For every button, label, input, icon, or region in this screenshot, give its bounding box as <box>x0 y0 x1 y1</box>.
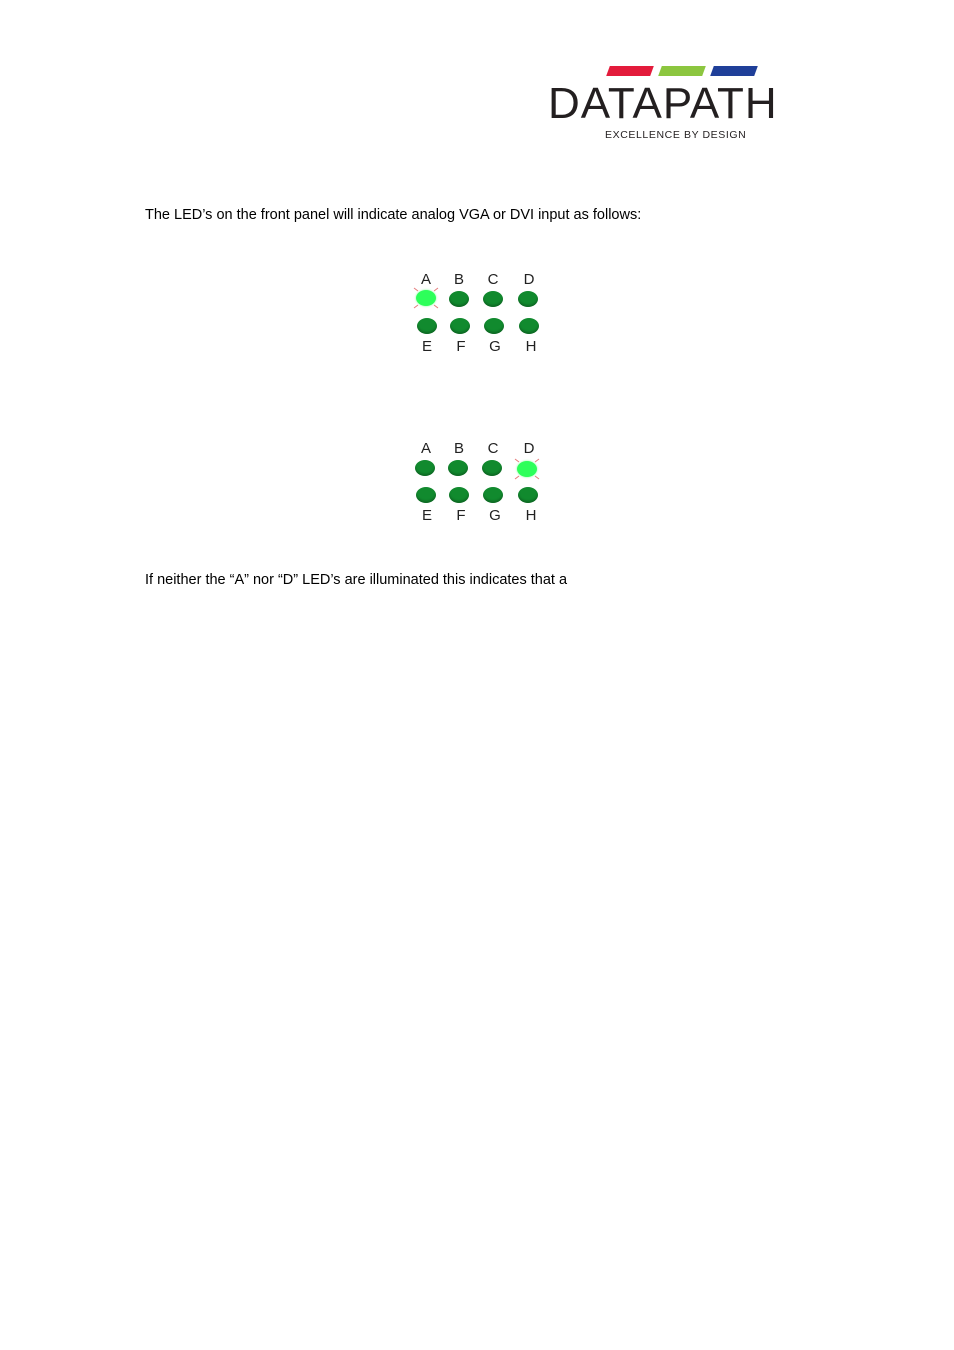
led-d-lit <box>517 461 537 477</box>
led-label-bottom: G <box>489 507 501 524</box>
led-g <box>483 487 503 503</box>
led-c <box>483 291 503 307</box>
led-label-top: A <box>420 440 431 457</box>
led-panel-a-lit <box>408 271 548 357</box>
led-a-lit <box>416 290 436 306</box>
led-e <box>416 487 436 503</box>
led-d <box>518 291 538 307</box>
datapath-logo <box>548 64 812 146</box>
logo-tagline: EXCELLENCE BY DESIGN <box>605 129 747 141</box>
intro-paragraph: The LED’s on the front panel will indicate analog VGA or DVI input as follows: <box>145 207 642 223</box>
led-label-top: B <box>453 271 464 288</box>
led-label-bottom: E <box>421 507 432 524</box>
led-c <box>482 460 502 476</box>
led-f <box>449 487 469 503</box>
status-paragraph: If neither the “A” nor “D” LED’s are illuminated this indicates that a <box>145 572 568 588</box>
logo-stripe-blue <box>710 66 758 76</box>
led-label-bottom: G <box>489 338 501 355</box>
led-label-bottom: F <box>456 338 466 355</box>
logo-stripe-green <box>658 66 706 76</box>
logo-color-stripes <box>606 66 756 78</box>
led-g <box>484 318 504 334</box>
led-label-top: B <box>453 440 464 457</box>
led-a <box>415 460 435 476</box>
led-label-top: D <box>523 271 535 288</box>
led-label-bottom: F <box>456 507 466 524</box>
led-label-top: A <box>420 271 431 288</box>
led-label-top: C <box>487 440 499 457</box>
led-label-bottom: H <box>525 507 537 524</box>
led-label-top: C <box>487 271 499 288</box>
led-label-bottom: E <box>421 338 432 355</box>
led-b <box>448 460 468 476</box>
led-label-top: D <box>523 440 535 457</box>
led-b <box>449 291 469 307</box>
led-e <box>417 318 437 334</box>
led-f <box>450 318 470 334</box>
led-panel-d-lit <box>408 440 548 526</box>
logo-wordmark: DATAPATH <box>548 79 778 128</box>
logo-stripe-red <box>606 66 654 76</box>
led-label-bottom: H <box>525 338 537 355</box>
led-h <box>518 487 538 503</box>
led-h <box>519 318 539 334</box>
